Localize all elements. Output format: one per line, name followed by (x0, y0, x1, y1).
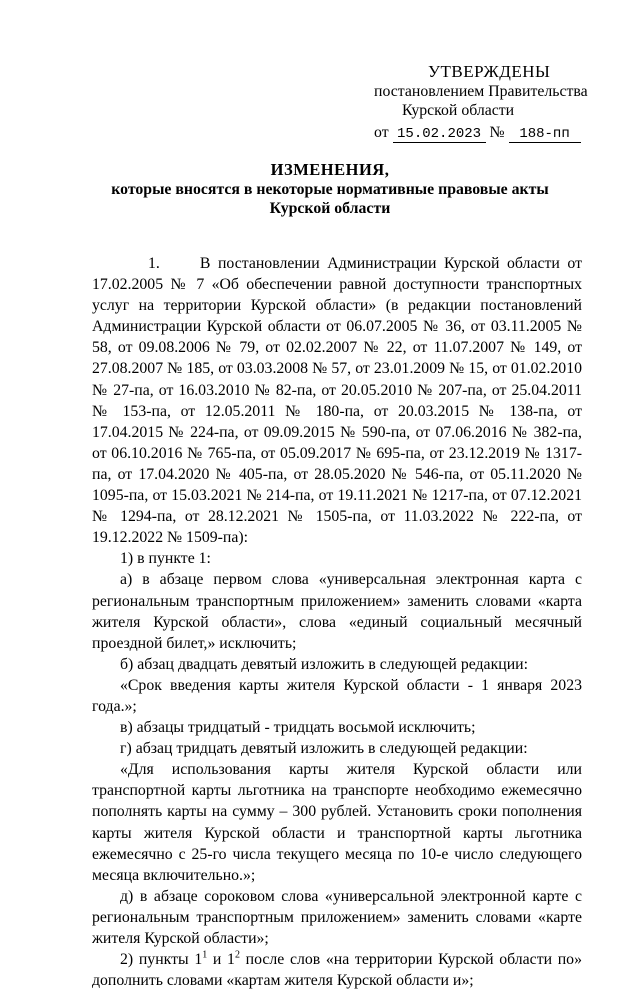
approval-from-label: от (374, 123, 389, 141)
paragraph-5: «Срок введения карты жителя Курской области - 1 января 2023 года.»; (92, 676, 582, 715)
paragraph-4: б) абзац двадцать девятый изложить в следующей редакции: (120, 655, 528, 673)
paragraph-3: а) в абзаце первом слова «универсальная электронная карта с региональным транспортным приложением» заменить словами «карта жителя Курской области», слова «единый социальный месячный проездной билет,» исключить; (92, 571, 582, 652)
superscript-2: 2 (234, 949, 240, 961)
paragraph-2: 1) в пункте 1: (120, 550, 211, 568)
paragraph-9: д) в абзаце сороковом слова «универсальной электронной карте с региональным транспортным приложением» заменить словами «карте жителя Курской области»; (92, 887, 582, 947)
paragraph-10-part-b: и 1 (207, 951, 235, 969)
approval-line-2: постановлением Правительства (374, 82, 588, 100)
paragraph-10-part-c: после слов «на территории Курской области по» дополнить словами «картам жителя Курской области и»; (92, 951, 582, 990)
approval-date-line (372, 123, 622, 143)
approval-block (372, 62, 622, 143)
paragraph-6: в) абзацы тридцатый - тридцать восьмой исключить; (120, 719, 476, 737)
heading-line-2: которые вносятся в некоторые нормативные правовые акты (111, 180, 549, 198)
superscript-1: 1 (202, 949, 208, 961)
paragraph-1-text: В постановлении Администрации Курской области от 17.02.2005 № 7 «Об обеспечении равной доступности транспортных услуг на территории Курской области» (в редакции постановлений Администрации Курской области от 06.07.2005 № 36, от 03.11.2005 № 58, от 09.08.2006 № 79, от 02.02.2007 № 22, от 11.07.2007 № 149, от 27.08.2007 № 185, от 03.03.2008 № 57, от 23.01.2009 № 15, от 01.02.2010 № 27-па, от 16.03.2010 № 82-па, от 20.05.2010 № 207-па, от 25.04.2011 № 153-па, от 12.05.2011 № 180-па, от 20.03.2015 № 138-па, от 17.04.2015 № 224-па, от 09.09.2015 № 590-па, от 07.06.2016 № 382-па, от 06.10.2016 № 765-па, от 05.09.2017 № 695-па, от 23.12.2019 № 1317-па, от 17.04.2020 № 405-па, от 28.05.2020 № 546-па, от 05.11.2020 № 1095-па, от 15.03.2021 № 214-па, от 19.11.2021 № 1217-па, от 07.12.2021 № 1294-па, от 28.12.2021 № 1505-па, от 11.03.2022 № 222-па, от 19.12.2022 № 1509-па): (92, 255, 582, 547)
approval-number: 188-пп (509, 126, 581, 143)
approval-title: УТВЕРЖДЕНЫ (428, 62, 551, 81)
approval-line-3: Курской области (402, 102, 515, 120)
heading-title: ИЗМЕНЕНИЯ, (270, 160, 390, 179)
heading-line-3: Курской области (269, 200, 391, 218)
paragraph-10 (92, 949, 582, 991)
document-body (92, 253, 582, 991)
paragraph-1 (92, 253, 582, 548)
approval-date: 15.02.2023 (393, 126, 486, 143)
paragraph-10-part-a: 2) пункты 1 (120, 951, 203, 969)
paragraph-7: г) абзац тридцать девятый изложить в следующей редакции: (120, 740, 528, 758)
document-heading (90, 160, 570, 219)
approval-number-label: № (489, 123, 505, 141)
paragraph-1-number: 1. (148, 255, 160, 272)
paragraph-8: «Для использования карты жителя Курской области или транспортной карты льготника на транспорте необходимо ежемесячно пополнять карты на сумму – 300 рублей. Установить сроки пополнения карты жителя Курской области и транспортной карты льготника ежемесячно с 25-го числа текущего месяца по 10-е число следующего месяца включительно.»; (92, 761, 582, 884)
